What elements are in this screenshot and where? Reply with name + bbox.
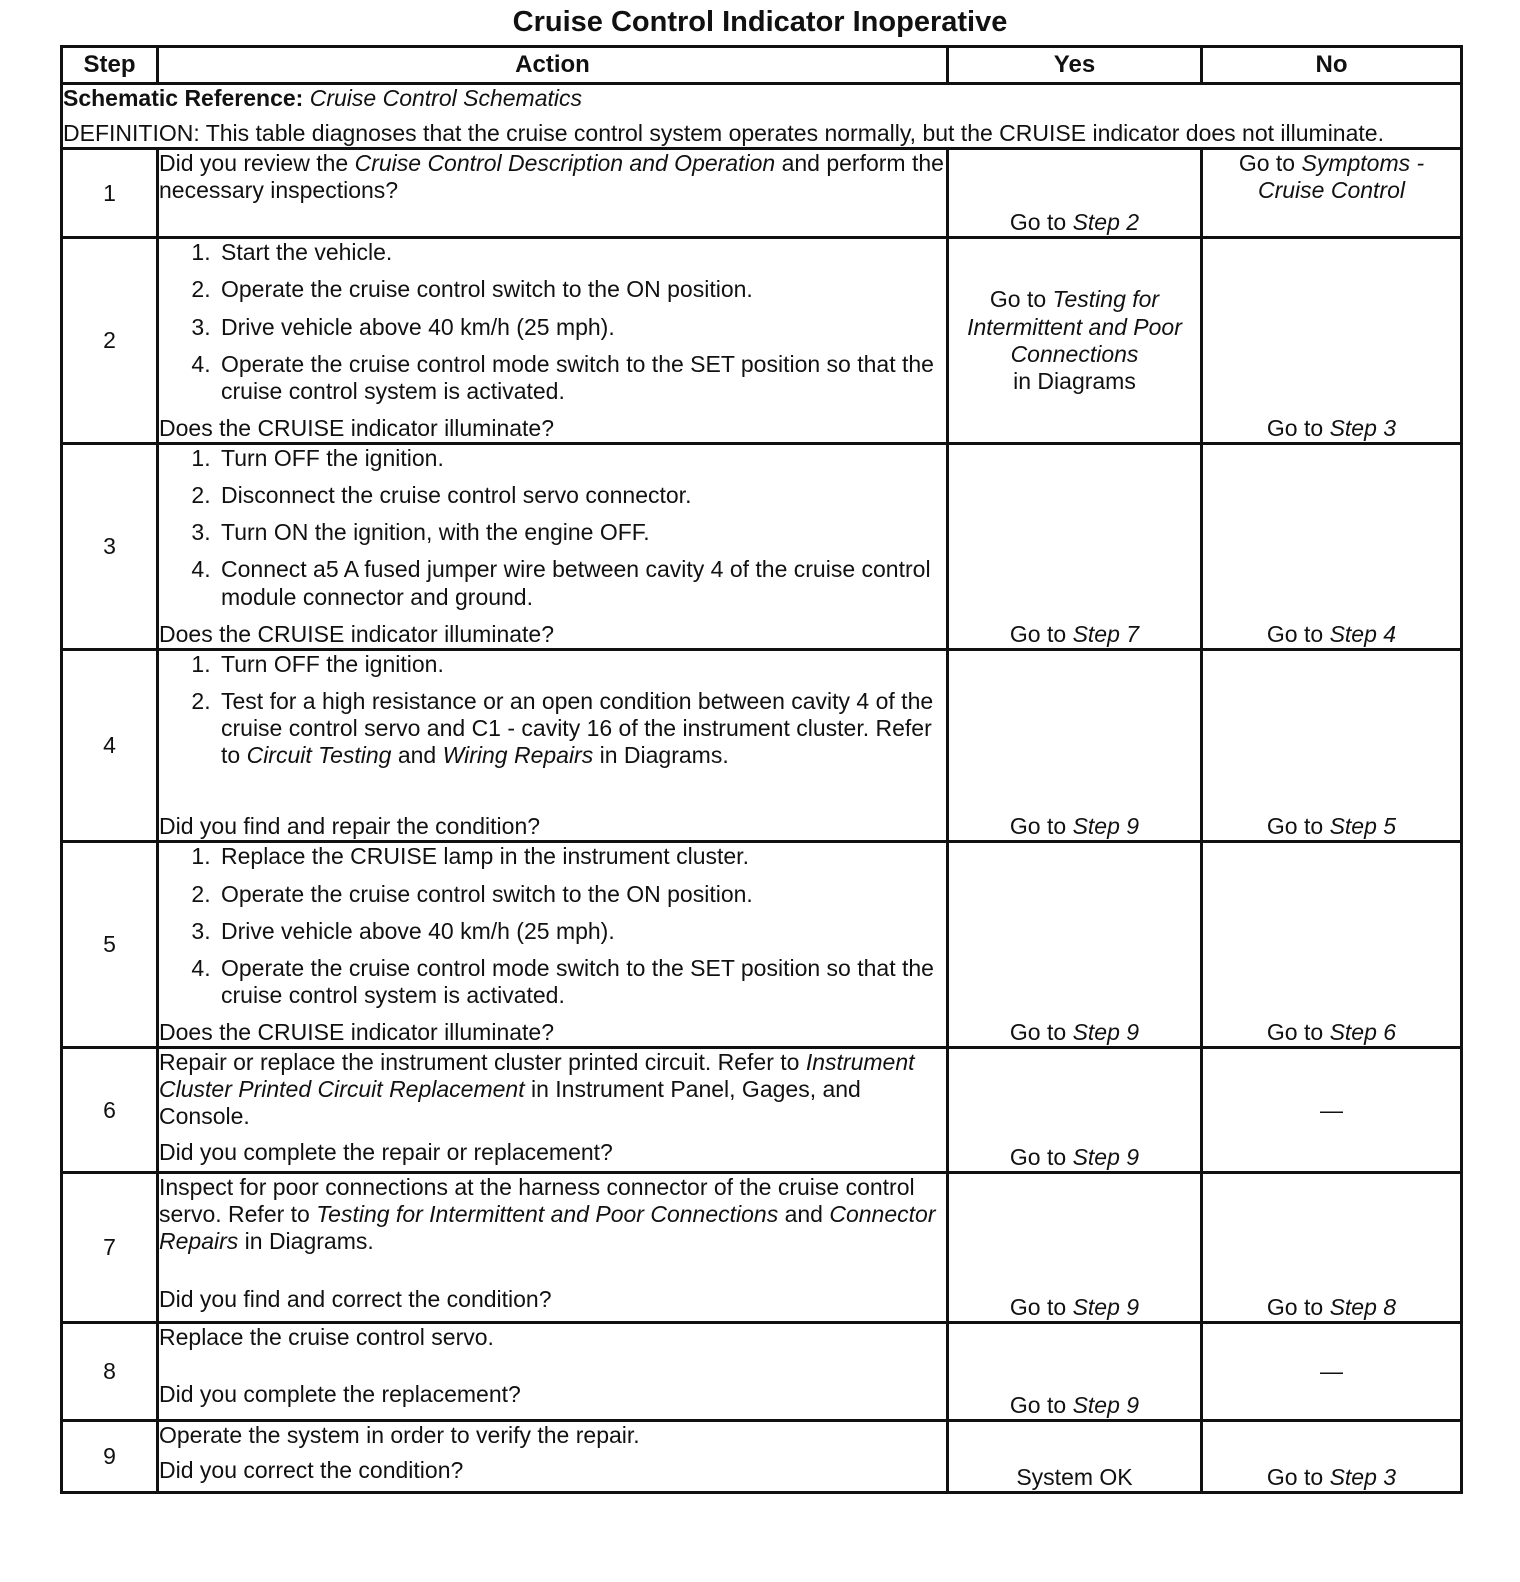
no-prefix: Go to [1266,620,1330,647]
action-text: Inspect for poor connections at the harness connector of the cruise control servo. Refer to [159,1174,915,1228]
step-number: 1 [62,149,158,238]
step-number: 8 [62,1323,158,1421]
action-cell [158,149,948,238]
yes-link[interactable]: Step 9 [1072,1144,1140,1170]
action-text: Did you review the [159,150,355,177]
no-link[interactable]: Step 5 [1329,813,1397,840]
yes-prefix: Go to [1009,1294,1073,1320]
action-text: Test for a high resistance or an open condition between cavity 4 of the cruise control servo and C1 - cavity 16 of the instrument cluster. Refer to [221,687,934,769]
table-row [62,649,1462,842]
action-list [159,445,946,611]
action-cell [158,1048,948,1173]
action-cell [158,842,948,1048]
step-number: 6 [62,1048,158,1173]
action-cell [158,1173,948,1323]
yes-cell [948,444,1202,650]
yes-link[interactable]: Step 9 [1072,1294,1140,1320]
yes-link[interactable]: Step 9 [1072,1392,1140,1418]
list-item: 4. Operate the cruise control mode switch to the SET position so that the cruise control system is activated. [217,955,946,1009]
no-cell [1202,842,1462,1048]
no-prefix: Go to [1266,414,1330,441]
list-item: 2. Disconnect the cruise control servo connector. [217,482,946,509]
yes-cell [948,238,1202,444]
header-step: Step [62,47,158,84]
yes-cell [948,1323,1202,1421]
action-list [159,651,946,770]
reference-cell [62,84,1462,149]
yes-prefix: Go to [1009,209,1073,236]
list-item: 3. Turn ON the ignition, with the engine OFF. [217,519,946,546]
yes-prefix: Go to [989,286,1053,313]
question-text: Does the CRUISE indicator illuminate? [159,1019,555,1045]
reference-link[interactable]: Instrument Cluster Printed Circuit Replacement [159,1049,915,1103]
yes-cell [948,842,1202,1048]
question-text: Did you correct the condition? [159,1457,464,1484]
header-row [62,47,1462,84]
list-item: 4. Connect a5 A fused jumper wire between cavity 4 of the cruise control module connector and ground. [217,556,946,610]
no-cell [1202,444,1462,650]
question-text: Did you complete the replacement? [159,1381,521,1408]
action-text: Replace the cruise control servo. [159,1324,494,1351]
list-item: 2. Operate the cruise control switch to the ON position. [217,276,946,303]
table-row [62,1173,1462,1323]
yes-link[interactable]: Step 9 [1072,813,1140,840]
table-row [62,1421,1462,1493]
no-prefix: Go to [1266,1464,1330,1490]
yes-cell [948,649,1202,842]
list-item: 2. Operate the cruise control switch to the ON position. [217,881,946,908]
yes-link[interactable]: Step 7 [1072,620,1140,647]
action-list [159,239,946,405]
schematic-reference-link[interactable]: Cruise Control Schematics [309,85,582,111]
action-cell [158,1421,948,1493]
no-cell [1202,149,1462,238]
no-cell [1202,238,1462,444]
action-cell [158,649,948,842]
no-link[interactable]: Step 4 [1329,620,1397,647]
yes-suffix: in Diagrams [1013,367,1136,394]
no-dash: — [1320,1096,1343,1123]
action-text: in Diagrams. [238,1228,374,1255]
list-item: 1. Turn OFF the ignition. [217,651,946,678]
diagnostic-table [60,45,1463,1494]
yes-text: System OK [1016,1464,1133,1490]
table-row [62,1323,1462,1421]
step-number: 4 [62,649,158,842]
list-item [217,688,946,769]
action-text: Repair or replace the instrument cluster printed circuit. Refer to [159,1049,806,1076]
yes-cell [948,149,1202,238]
action-text: and [391,742,443,769]
yes-prefix: Go to [1009,1019,1073,1045]
no-cell [1202,1048,1462,1173]
step-number: 2 [62,238,158,444]
yes-cell [948,1173,1202,1323]
list-item: 4. Operate the cruise control mode switch to the SET position so that the cruise control system is activated. [217,351,946,405]
no-prefix: Go to [1266,1019,1330,1045]
header-action: Action [158,47,948,84]
page-title: Cruise Control Indicator Inoperative [512,6,1008,38]
no-cell [1202,1323,1462,1421]
yes-cell [948,1048,1202,1173]
yes-prefix: Go to [1009,1392,1073,1418]
reference-link[interactable]: Wiring Repairs [442,742,594,769]
reference-link[interactable]: Cruise Control Description and Operation [354,150,776,177]
reference-link[interactable]: Connector Repairs [159,1201,936,1255]
no-link[interactable]: Step 8 [1329,1294,1397,1320]
action-text: and perform the necessary inspections? [159,150,944,204]
no-link[interactable]: Step 3 [1329,414,1397,441]
question-text: Does the CRUISE indicator illuminate? [159,620,555,647]
action-list [159,843,946,1009]
yes-link[interactable]: Testing for Intermittent and Poor Connections [967,286,1182,367]
question-text: Did you find and repair the condition? [159,813,541,840]
no-link[interactable]: Symptoms - Cruise Control [1258,150,1425,204]
schematic-reference-label: Schematic Reference: [63,85,304,111]
step-number: 7 [62,1173,158,1323]
reference-link[interactable]: Circuit Testing [246,742,392,769]
yes-link[interactable]: Step 2 [1072,209,1140,236]
no-prefix: Go to [1266,813,1330,840]
yes-cell [948,1421,1202,1493]
list-item: 3. Drive vehicle above 40 km/h (25 mph). [217,918,946,945]
action-text: in Instrument Panel, Gages, and Console. [159,1076,861,1130]
action-text: Operate the system in order to verify the repair. [159,1422,640,1449]
no-cell [1202,1421,1462,1493]
reference-row [62,84,1462,149]
yes-link[interactable]: Step 9 [1072,1019,1140,1045]
no-link[interactable]: Step 3 [1329,1464,1397,1490]
action-cell [158,238,948,444]
no-cell [1202,1173,1462,1323]
step-number: 5 [62,842,158,1048]
no-link[interactable]: Step 6 [1329,1019,1397,1045]
question-text: Did you find and correct the condition? [159,1285,552,1312]
list-item: 1. Replace the CRUISE lamp in the instrument cluster. [217,843,946,870]
header-yes: Yes [948,47,1202,84]
no-cell [1202,649,1462,842]
step-number: 3 [62,444,158,650]
table-row [62,1048,1462,1173]
table-row [62,149,1462,238]
yes-prefix: Go to [1009,813,1073,840]
action-text: in Diagrams. [593,742,729,769]
header-no: No [1202,47,1462,84]
yes-prefix: Go to [1009,620,1073,647]
table-row [62,444,1462,650]
list-item: 1. Start the vehicle. [217,239,946,266]
yes-prefix: Go to [1009,1144,1073,1170]
action-cell [158,444,948,650]
reference-link[interactable]: Testing for Intermittent and Poor Connections [316,1201,779,1228]
step-number: 9 [62,1421,158,1493]
no-dash: — [1320,1358,1343,1385]
list-item: 3. Drive vehicle above 40 km/h (25 mph). [217,314,946,341]
table-row [62,238,1462,444]
action-cell [158,1323,948,1421]
question-text: Does the CRUISE indicator illuminate? [159,414,555,441]
no-prefix: Go to [1266,1294,1330,1320]
action-text: and [778,1201,830,1228]
no-prefix: Go to [1238,150,1302,177]
definition-text: DEFINITION: This table diagnoses that the cruise control system operates normally, but the CRUISE indicator does not illuminate. [63,120,1384,147]
question-text: Did you complete the repair or replacement? [159,1138,613,1165]
list-item: 1. Turn OFF the ignition. [217,445,946,472]
table-row [62,842,1462,1048]
